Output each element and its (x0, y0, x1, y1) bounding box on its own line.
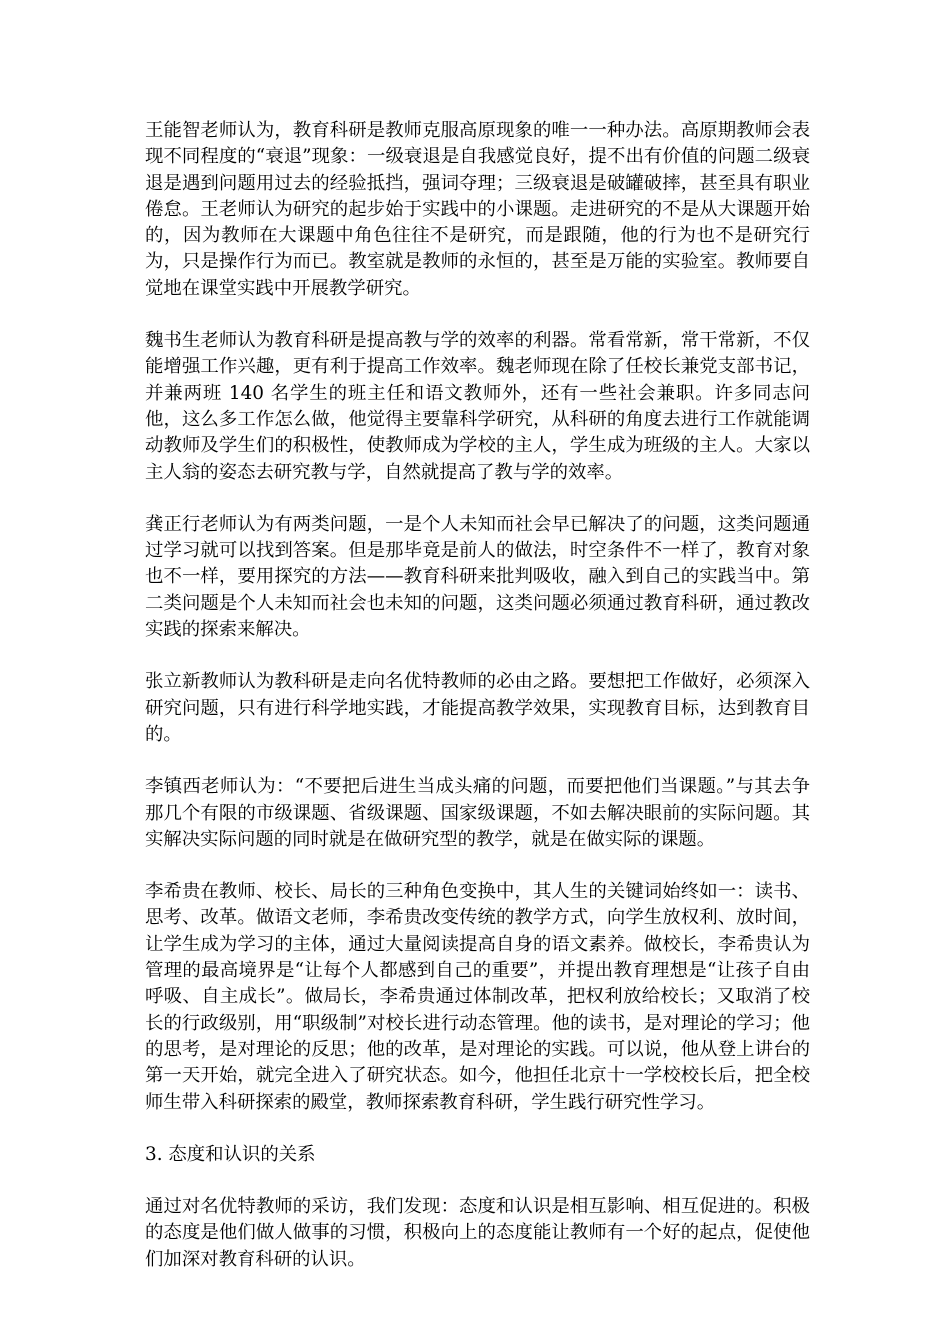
paragraph-closing: 通过对名优特教师的采访，我们发现：态度和认识是相互影响、相互促进的。积极的态度是他们做人做事的习惯，积极向上的态度能让教师有一个好的起点，促使他们加深对教育科研的认识。 (145, 1196, 810, 1270)
paragraph-li-xigui: 李希贵在教师、校长、局长的三种角色变换中，其人生的关键词始终如一：读书、思考、改革。做语文老师，李希贵改变传统的教学方式，向学生放权利、放时间，让学生成为学习的主体，通过大量阅读提高自身的语文素养。做校长，李希贵认为管理的最高境界是“让每个人都感到自己的重要”，并提出教育理想是“让孩子自由呼吸、自主成长”。做局长，李希贵通过体制改革，把权利放给校长；又取消了校长的行政级别，用“职级制”对校长进行动态管理。他的读书，是对理论的学习；他的思考，是对理论的反思；他的改革，是对理论的实践。可以说，他从登上讲台的第一天开始，就完全进入了研究状态。如今，他担任北京十一学校校长后，把全校师生带入科研探索的殿堂，教师探索教育科研，学生践行研究性学习。 (145, 881, 810, 1113)
paragraph-wei-shusheng: 魏书生老师认为教育科研是提高教与学的效率的利器。常看常新，常干常新，不仅能增强工作兴趣，更有利于提高工作效率。魏老师现在除了任校长兼党支部书记，并兼两班 140 名学生的班主任和语文教师外，还有一些社会兼职。许多同志问他，这么多工作怎么做，他觉得主要靠科学研究，从科研的角度去进行工作就能调动教师及学生们的积极性，使教师成为学校的主人，学生成为班级的主人。大家以主人翁的姿态去研究教与学，自然就提高了教与学的效率。 (145, 330, 810, 483)
section-heading: 3. 态度和认识的关系 (145, 1143, 316, 1165)
document-page (145, 118, 810, 1299)
paragraph-wang-nengzhi: 王能智老师认为，教育科研是教师克服高原现象的唯一一种办法。高原期教师会表现不同程度的“衰退”现象：一级衰退是自我感觉良好，提不出有价值的问题二级衰退是遇到问题用过去的经验抵挡，强词夺理；三级衰退是破罐破摔，甚至具有职业倦怠。王老师认为研究的起步始于实践中的小课题。走进研究的不是从大课题开始的，因为教师在大课题中角色往往不是研究，而是跟随，他的行为也不是研究行为，只是操作行为而已。教室就是教师的永恒的，甚至是万能的实验室。教师要自觉地在课堂实践中开展教学研究。 (145, 120, 810, 299)
paragraph-gong-zhengxing: 龚正行老师认为有两类问题，一是个人未知而社会早已解决了的问题，这类问题通过学习就可以找到答案。但是那毕竟是前人的做法，时空条件不一样了，教育对象也不一样，要用探究的方法——教育科研来批判吸收，融入到自己的实践当中。第二类问题是个人未知而社会也未知的问题，这类问题必须通过教育科研，通过教改实践的探索来解决。 (145, 513, 810, 641)
paragraph-zhang-lixin: 张立新教师认为教科研是走向名优特教师的必由之路。要想把工作做好，必须深入研究问题，只有进行科学地实践，才能提高教学效果，实现教育目标，达到教育目的。 (145, 671, 810, 745)
paragraph-li-zhenxi: 李镇西老师认为：“不要把后进生当成头痛的问题，而要把他们当课题。”与其去争那几个有限的市级课题、省级课题、国家级课题，不如去解决眼前的实际问题。其实解决实际问题的同时就是在做研究型的教学，就是在做实际的课题。 (145, 776, 810, 850)
